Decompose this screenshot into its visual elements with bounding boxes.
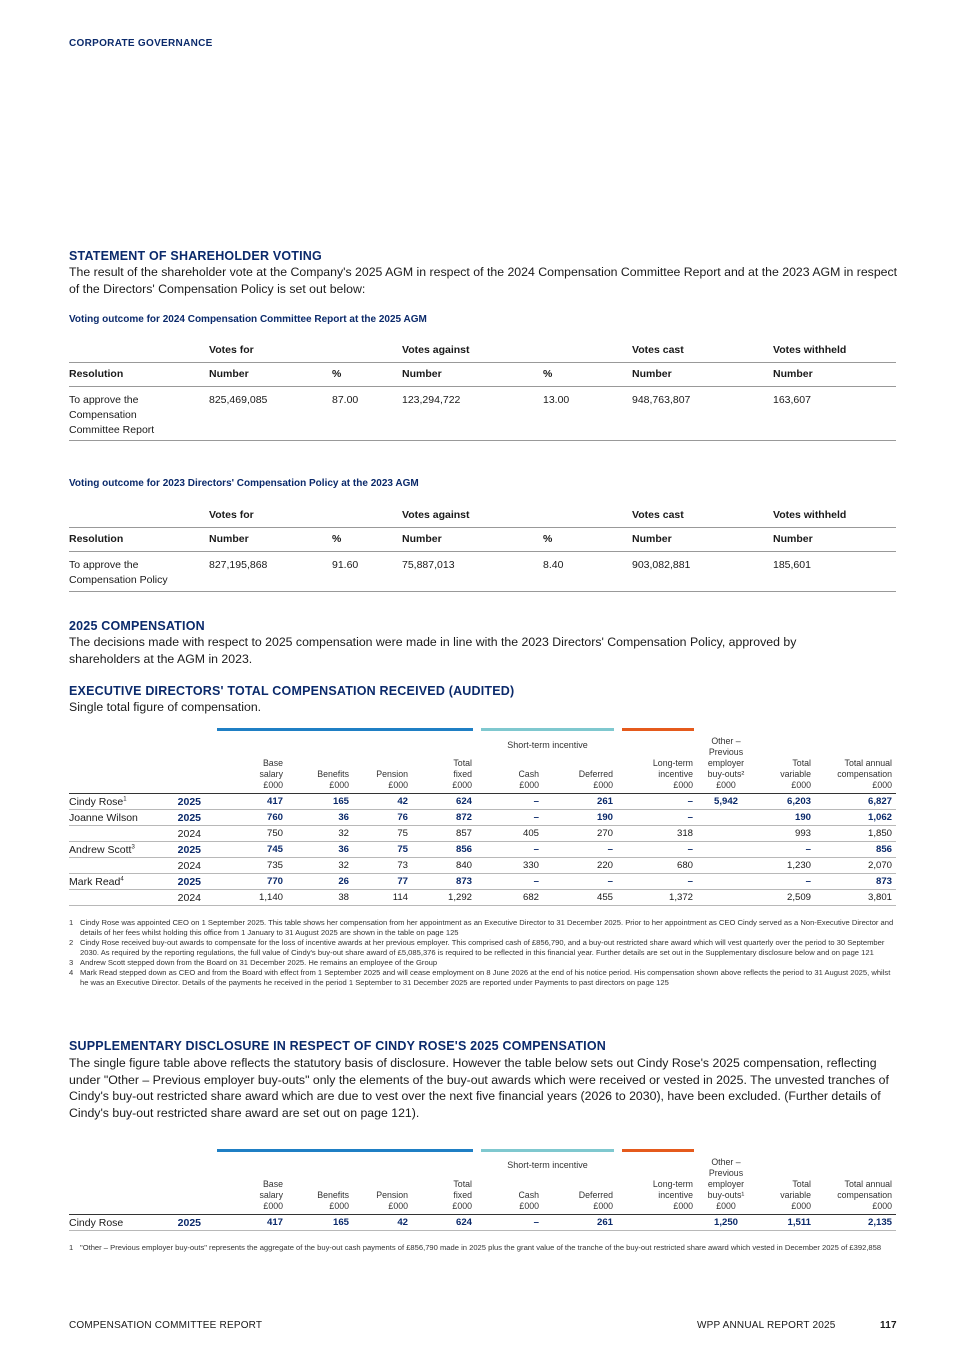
year-cell: 2024 — [169, 826, 211, 842]
table-cell: – — [476, 842, 543, 858]
table-cell: 42 — [353, 794, 412, 810]
table-cell: 856 — [412, 842, 476, 858]
table-cell: 680 — [617, 858, 697, 874]
table-cell: 2,135 — [815, 1215, 896, 1231]
table-cell: 6,827 — [815, 794, 896, 810]
table-cell: 827,195,868 — [209, 551, 332, 591]
table-cell: 405 — [476, 826, 543, 842]
table-cell: 36 — [287, 842, 353, 858]
col-number: Number — [632, 527, 773, 551]
long-term-bar — [622, 1149, 694, 1152]
col-number: Number — [402, 527, 543, 551]
group-votes-cast: Votes cast — [632, 503, 773, 527]
column-header: Pension £000 — [376, 769, 408, 790]
col-number: Number — [632, 362, 773, 386]
table-cell: 73 — [353, 858, 412, 874]
footnote: 1 "Other – Previous employer buy-outs" represents the aggregate of the buy-out cash payments of £856,790 made in 2025 plus the grant value of the tranche of the buy-out restricted share award which vested in December 2025 of £392,858 — [69, 1243, 882, 1252]
year-cell: 2024 — [169, 890, 211, 906]
sti-label: Short-term incentive — [507, 740, 588, 750]
col-percent: % — [543, 527, 632, 551]
table-cell: 770 — [211, 874, 287, 890]
table-cell: – — [476, 794, 543, 810]
table-cell: 872 — [412, 810, 476, 826]
table-cell: 77 — [353, 874, 412, 890]
column-header: Total variable £000 — [780, 758, 811, 790]
table-cell: 840 — [412, 858, 476, 874]
voting-table1-title: Voting outcome for 2024 Compensation Committee Report at the 2025 AGM — [69, 314, 427, 325]
table-cell: – — [543, 842, 617, 858]
table-cell: 1,250 — [697, 1215, 755, 1231]
table-cell: 1,850 — [815, 826, 896, 842]
group-votes-against: Votes against — [402, 503, 632, 527]
table-cell: 32 — [287, 826, 353, 842]
exec-header-row — [69, 736, 896, 794]
table-cell: 417 — [211, 1215, 287, 1231]
col-number: Number — [209, 362, 332, 386]
table-cell: 948,763,807 — [632, 386, 773, 440]
table-cell: 8.40 — [543, 551, 632, 591]
group-votes-for: Votes for — [209, 338, 402, 362]
table-cell: – — [476, 874, 543, 890]
table-cell: 455 — [543, 890, 617, 906]
column-header: Benefits £000 — [317, 1190, 349, 1211]
table-cell — [697, 842, 755, 858]
table-cell: 38 — [287, 890, 353, 906]
column-header: Benefits £000 — [317, 769, 349, 790]
exec-subtitle: Single total figure of compensation. — [69, 700, 262, 714]
table-cell: 745 — [211, 842, 287, 858]
table-row — [69, 1215, 896, 1231]
table-cell — [697, 810, 755, 826]
table-cell: 75 — [353, 842, 412, 858]
year-cell: 2025 — [169, 842, 211, 858]
director-name: Joanne Wilson — [69, 810, 169, 826]
sti-label: Short-term incentive — [507, 1160, 588, 1170]
table-cell — [697, 858, 755, 874]
group-votes-against: Votes against — [402, 338, 632, 362]
col-percent: % — [332, 527, 402, 551]
col-number: Number — [773, 527, 896, 551]
year-cell: 2025 — [169, 1215, 211, 1231]
group-votes-withheld: Votes withheld — [773, 503, 896, 527]
table-cell: – — [617, 842, 697, 858]
comp2025-text: The decisions made with respect to 2025 compensation were made in line with the 2023 Directors' Compensation Policy, approved by shareholders at the AGM in 2023. — [69, 635, 797, 666]
table-cell: 624 — [412, 1215, 476, 1231]
group-votes-cast: Votes cast — [632, 338, 773, 362]
table-cell: 13.00 — [543, 386, 632, 440]
column-header: Long-term incentive £000 — [652, 1179, 693, 1211]
supp-header-row — [69, 1157, 896, 1215]
column-header: Deferred £000 — [578, 1190, 613, 1211]
table-cell: 165 — [287, 1215, 353, 1231]
table-cell: 750 — [211, 826, 287, 842]
table-cell: 624 — [412, 794, 476, 810]
table-cell: 261 — [543, 1215, 617, 1231]
director-name: Andrew Scott$^3$ — [69, 842, 169, 858]
column-header: Other – Previous employer buy-outs¹ £000 — [707, 1157, 745, 1211]
table-cell: 270 — [543, 826, 617, 842]
table-cell: 760 — [211, 810, 287, 826]
footer-section: COMPENSATION COMMITTEE REPORT — [69, 1320, 263, 1331]
table-cell: 2,509 — [755, 890, 815, 906]
col-resolution: Resolution — [69, 527, 209, 551]
table-cell: 873 — [815, 874, 896, 890]
fixed-pay-bar — [217, 1149, 473, 1152]
supp-heading: SUPPLEMENTARY DISCLOSURE IN RESPECT OF CINDY ROSE'S 2025 COMPENSATION — [69, 1039, 606, 1053]
voting-table-2 — [69, 503, 896, 592]
footnote: 4 Mark Read stepped down as CEO and from the Board with effect from 1 September 2025 and will cease employment on 8 June 2026 at the end of his notice period. His compensation shown above reflects the period to 31 August 2025, whilst he was an Executive Director. Details of the payments he received in the period 1 September to 31 December 2025 are reported under Payments to past directors on page 125 — [69, 968, 891, 987]
table-cell: – — [617, 874, 697, 890]
voting-table-1 — [69, 338, 896, 441]
table-cell: 682 — [476, 890, 543, 906]
table-cell: 318 — [617, 826, 697, 842]
table-cell: 735 — [211, 858, 287, 874]
column-header: Total fixed £000 — [452, 758, 472, 790]
table-cell: 91.60 — [332, 551, 402, 591]
table-cell: 75 — [353, 826, 412, 842]
table-cell: 417 — [211, 794, 287, 810]
column-header: Pension £000 — [376, 1190, 408, 1211]
table-cell: 165 — [287, 794, 353, 810]
table-cell: – — [543, 874, 617, 890]
table-row — [69, 842, 896, 858]
column-header: Total annual compensation £000 — [837, 758, 892, 790]
table-cell: 903,082,881 — [632, 551, 773, 591]
table-cell: – — [755, 842, 815, 858]
director-name — [69, 890, 169, 906]
table-cell: 1,230 — [755, 858, 815, 874]
table-cell: 825,469,085 — [209, 386, 332, 440]
long-term-bar — [622, 728, 694, 731]
column-header: Long-term incentive £000 — [652, 758, 693, 790]
year-cell: 2025 — [169, 794, 211, 810]
year-cell: 2024 — [169, 858, 211, 874]
fixed-pay-bar — [217, 728, 473, 731]
col-number: Number — [402, 362, 543, 386]
table-row — [69, 890, 896, 906]
table-cell: 36 — [287, 810, 353, 826]
column-header: Total annual compensation £000 — [837, 1179, 892, 1211]
section-label: CORPORATE GOVERNANCE — [69, 38, 213, 49]
table-cell: 76 — [353, 810, 412, 826]
director-name — [69, 858, 169, 874]
footer-report: WPP ANNUAL REPORT 2025 — [697, 1320, 836, 1331]
table-cell: 190 — [755, 810, 815, 826]
table-cell — [697, 890, 755, 906]
table-cell: 1,292 — [412, 890, 476, 906]
table-cell: 114 — [353, 890, 412, 906]
resolution-cell: To approve the Compensation Committee Report — [69, 386, 209, 440]
column-header: Base salary £000 — [259, 1179, 283, 1211]
table-cell: 3,801 — [815, 890, 896, 906]
director-name: Mark Read$^4$ — [69, 874, 169, 890]
col-number: Number — [209, 527, 332, 551]
director-name: Cindy Rose — [69, 1215, 169, 1231]
column-header: Other – Previous employer buy-outs² £000 — [707, 736, 745, 790]
col-percent: % — [332, 362, 402, 386]
table-cell: 1,062 — [815, 810, 896, 826]
table-cell: 856 — [815, 842, 896, 858]
table-cell — [697, 874, 755, 890]
table-row — [69, 826, 896, 842]
director-name — [69, 826, 169, 842]
short-term-bar — [481, 728, 614, 731]
table-cell: – — [476, 810, 543, 826]
table-row — [69, 794, 896, 810]
year-cell: 2025 — [169, 810, 211, 826]
voting-table2-title: Voting outcome for 2023 Directors' Compensation Policy at the 2023 AGM — [69, 478, 419, 489]
table-cell: – — [617, 794, 697, 810]
table-cell: 1,372 — [617, 890, 697, 906]
table-cell: 220 — [543, 858, 617, 874]
table-cell: 1,140 — [211, 890, 287, 906]
column-header: Total fixed £000 — [452, 1179, 472, 1211]
table-cell: 5,942 — [697, 794, 755, 810]
supp-text: The single figure table above reflects the statutory basis of disclosure. However the table below sets out Cindy Rose's 2025 compensation, reflecting under "Other – Previous employer buy-outs" only the elements of the buy-out awards which were received or vested in 2025. The unvested tranches of Cindy's buy-out restricted share award which are due to vest over the next five financial years (2026 to 2030), have been excluded. (Further details of Cindy's buy-out restricted share award are set out on page 121). — [69, 1056, 889, 1120]
short-term-bar — [481, 1149, 614, 1152]
table-cell: 1,511 — [755, 1215, 815, 1231]
table-cell: 185,601 — [773, 551, 896, 591]
table-cell: 163,607 — [773, 386, 896, 440]
col-resolution: Resolution — [69, 362, 209, 386]
table-cell: 32 — [287, 858, 353, 874]
group-votes-for: Votes for — [209, 503, 402, 527]
table-cell: – — [476, 1215, 543, 1231]
col-number: Number — [773, 362, 896, 386]
table-cell: 87.00 — [332, 386, 402, 440]
table-row — [69, 874, 896, 890]
table-cell: 261 — [543, 794, 617, 810]
table-row — [69, 858, 896, 874]
table-cell: 190 — [543, 810, 617, 826]
column-header: Deferred £000 — [578, 769, 613, 790]
table-cell: 857 — [412, 826, 476, 842]
table-cell: 42 — [353, 1215, 412, 1231]
table-cell: 873 — [412, 874, 476, 890]
supp-footnote — [69, 1243, 899, 1253]
column-header: Cash £000 — [518, 1190, 539, 1211]
table-cell: 123,294,722 — [402, 386, 543, 440]
voting-heading: STATEMENT OF SHAREHOLDER VOTING — [69, 249, 322, 263]
col-percent: % — [543, 362, 632, 386]
footnote: 1 Cindy Rose was appointed CEO on 1 September 2025. This table shows her compensation from her appointment as an Executive Director to 31 December 2025. Prior to her appointment as CEO Cindy served as a Non-Executive Director and details of her fees whilst holding this office from 1 January to 31 August 2025 are shown in the table on page 125 — [69, 918, 894, 937]
table-cell: – — [617, 810, 697, 826]
table-cell: 6,203 — [755, 794, 815, 810]
group-votes-withheld: Votes withheld — [773, 338, 896, 362]
voting-intro: The result of the shareholder vote at the Company's 2025 AGM in respect of the 2024 Compensation Committee Report and at the 2023 AGM in respect of the Directors' Compensation Policy is set out below: — [69, 265, 898, 296]
page-number: 117 — [880, 1320, 897, 1331]
footnote: 3 Andrew Scott stepped down from the Board on 31 December 2025. He remains an employee of the Group — [69, 958, 438, 967]
table-cell: 75,887,013 — [402, 551, 543, 591]
column-header: Cash £000 — [518, 769, 539, 790]
table-row — [69, 810, 896, 826]
resolution-cell: To approve the Compensation Policy — [69, 551, 209, 591]
footnote: 2 Cindy Rose received buy-out awards to compensate for the loss of incentive awards at her previous employer. This comprised cash of £856,790, and a buy-out restricted share award which will vest quarterly over the period to 30 September 2030. As required by the reporting regulations, the full value of Cindy's buy-out share award of £5,085,376 is required to be reflected in this financial year. Further details are set out in the Supplementary disclosure below and on page 121 — [69, 938, 885, 957]
exec-comp-table — [69, 736, 896, 906]
supp-comp-table — [69, 1157, 896, 1231]
table-cell: 330 — [476, 858, 543, 874]
table-cell — [617, 1215, 697, 1231]
year-cell: 2025 — [169, 874, 211, 890]
comp2025-heading: 2025 COMPENSATION — [69, 619, 205, 633]
column-header: Total variable £000 — [780, 1179, 811, 1211]
table-cell: 26 — [287, 874, 353, 890]
table-cell: – — [755, 874, 815, 890]
director-name: Cindy Rose$^1$ — [69, 794, 169, 810]
table-cell — [697, 826, 755, 842]
exec-heading: EXECUTIVE DIRECTORS' TOTAL COMPENSATION RECEIVED (AUDITED) — [69, 684, 515, 698]
exec-footnotes — [69, 918, 899, 988]
table-cell: 993 — [755, 826, 815, 842]
table-cell: 2,070 — [815, 858, 896, 874]
column-header: Base salary £000 — [259, 758, 283, 790]
